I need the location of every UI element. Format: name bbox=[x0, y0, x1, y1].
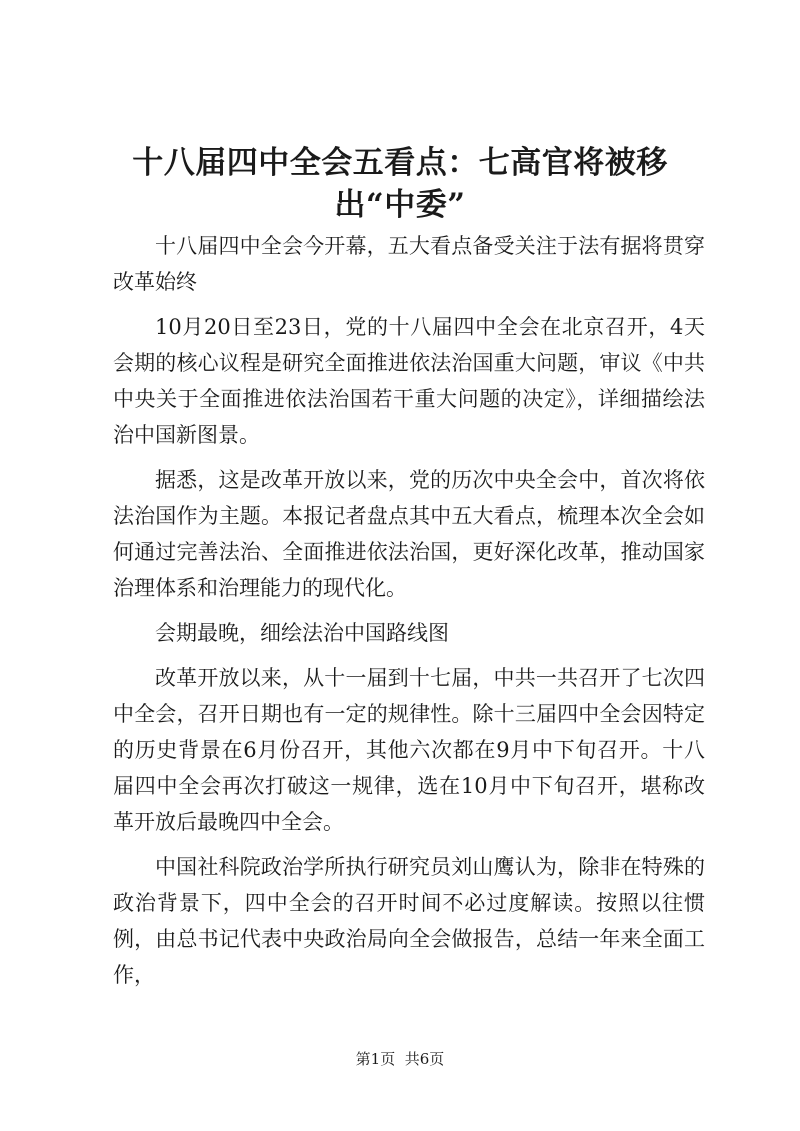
paragraph-4: 中国社科院政治学所执行研究员刘山鹰认为，除非在特殊的政治背景下，四中全会的召开时间不必过度解读。按照以往惯例，由总书记代表中央政治局向全会做报告，总结一年来全面工作， bbox=[113, 855, 705, 987]
paragraph-1: 10月20日至23日，党的十八届四中全会在北京召开，4天会期的核心议程是研究全面推进依法治国重大问题，审议《中共中央关于全面推进依法治国若干重大问题的决定》，详细描绘法治中国新图景。 bbox=[113, 315, 705, 447]
document-title: 十八届四中全会五看点：七高官将被移出“中委” bbox=[132, 145, 668, 223]
document-body bbox=[113, 228, 705, 1002]
page-total: 共6页 bbox=[404, 1050, 445, 1068]
paragraph-2: 据悉，这是改革开放以来，党的历次中央全会中，首次将依法治国作为主题。本报记者盘点其中五大看点，梳理本次全会如何通过完善法治、全面推进依法治国，更好深化改革，推动国家治理体系和治理能力的现代化。 bbox=[113, 468, 705, 600]
page-footer bbox=[0, 1048, 800, 1069]
page-number: 第1页 bbox=[355, 1050, 396, 1068]
paragraph-subtitle: 十八届四中全会今开幕，五大看点备受关注于法有据将贯穿改革始终 bbox=[113, 234, 705, 294]
section-heading: 会期最晚，细绘法治中国路线图 bbox=[155, 621, 449, 645]
paragraph-3: 改革开放以来，从十一届到十七届，中共一共召开了七次四中全会，召开日期也有一定的规律性。除十三届四中全会因特定的历史背景在6月份召开，其他六次都在9月中下旬召开。十八届四中全会再次打破这一规律，选在10月中下旬召开，堪称改革开放后最晚四中全会。 bbox=[113, 666, 705, 834]
